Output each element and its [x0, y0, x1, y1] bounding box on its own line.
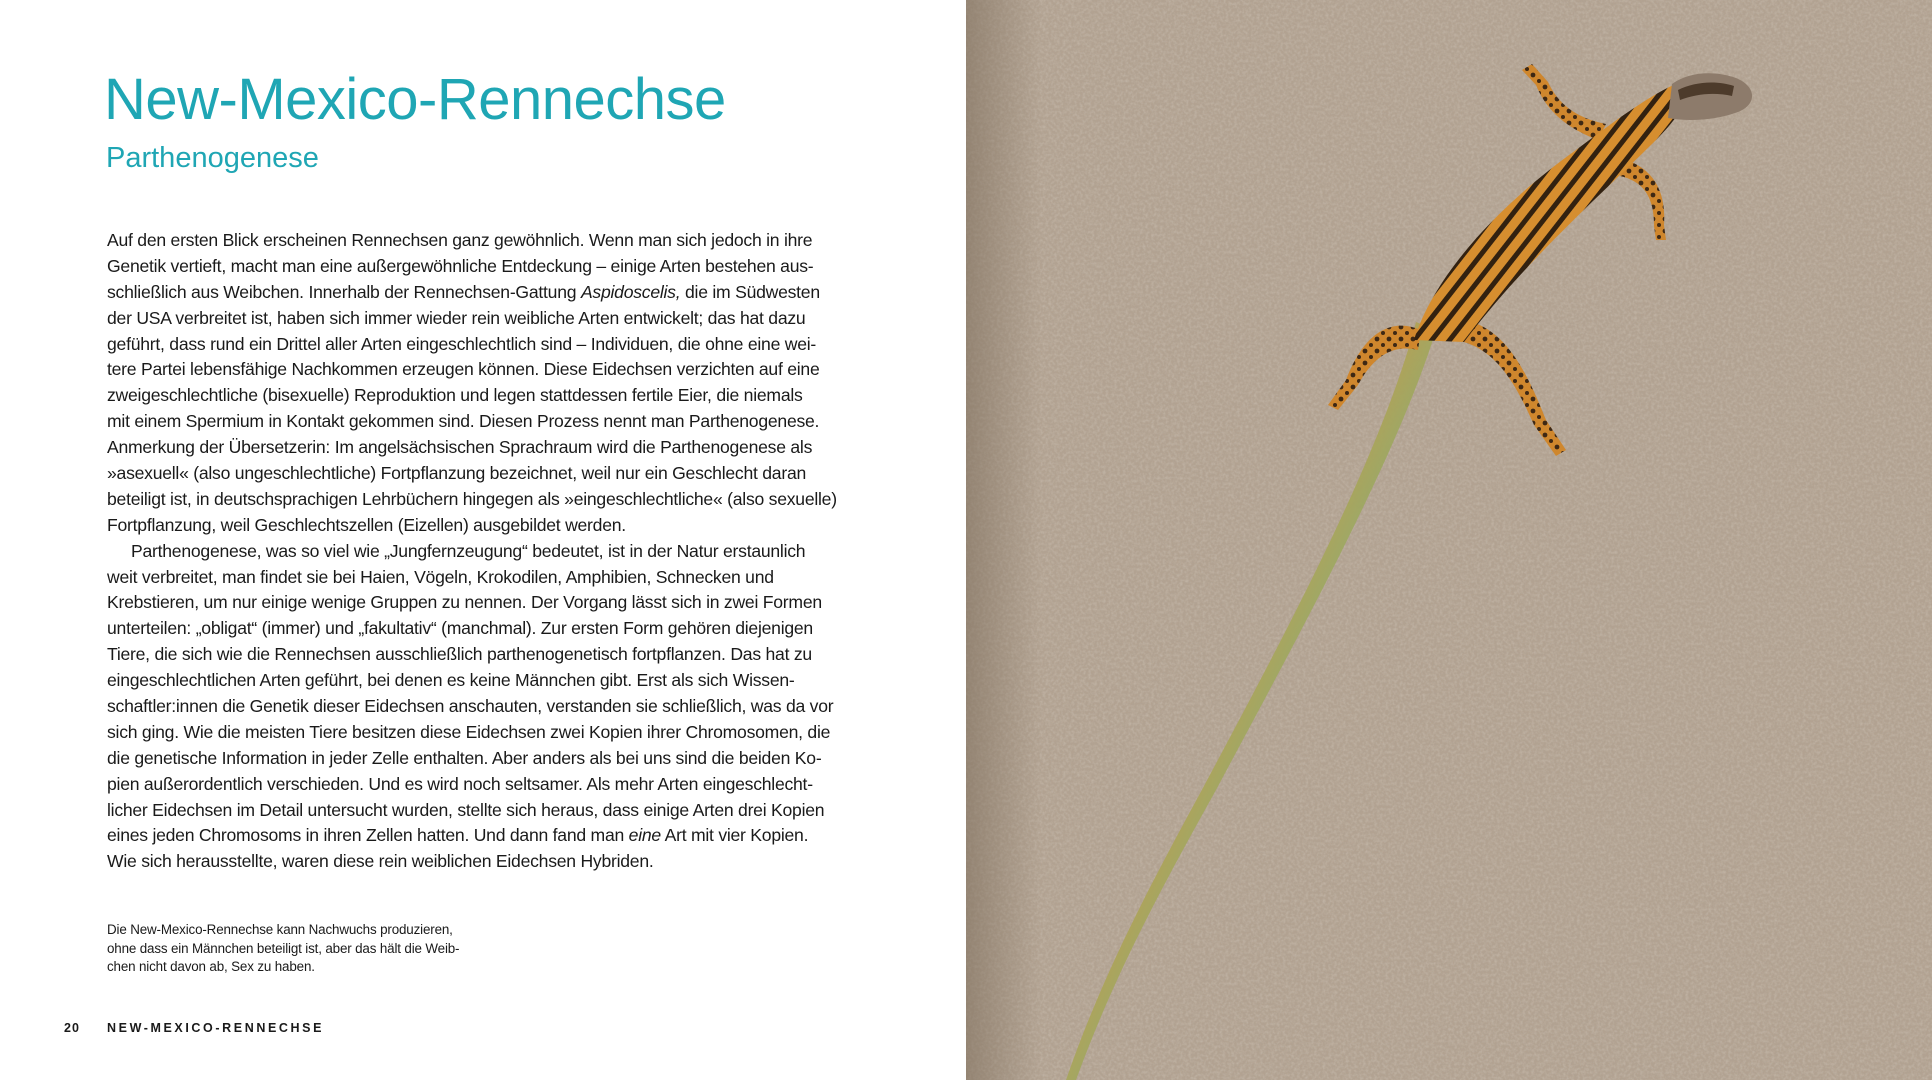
text-run: eingeschlechtlichen Arten geführt, bei denen es keine Männchen gibt. Erst als sich Wissen- [107, 670, 795, 691]
text-run: Fortpflanzung, weil Geschlechtszellen (Eizellen) ausgebildet werden. [107, 514, 626, 535]
italic-run: Aspidoscelis, [580, 281, 681, 302]
body-line [107, 823, 835, 849]
body-line [107, 383, 835, 409]
caption-line: chen nicht davon ab, Sex zu haben. [107, 959, 315, 974]
text-run: unterteilen: „obligat“ (immer) und „fakultativ“ (manchmal). Zur ersten Form gehören diejenigen [107, 618, 813, 639]
body-line [107, 409, 835, 435]
body-line [107, 487, 835, 513]
text-run: sich ging. Wie die meisten Tiere besitzen diese Eidechsen zwei Kopien ihrer Chromosomen, die [107, 721, 831, 742]
body-line [107, 798, 835, 824]
caption-line: Die New-Mexico-Rennechse kann Nachwuchs produzieren, [107, 922, 453, 937]
page-subtitle: Parthenogenese [106, 142, 319, 174]
text-run: tere Partei lebensfähige Nachkommen erzeugen können. Diese Eidechsen verzichten auf eine [107, 359, 820, 380]
text-run: mit einem Spermium in Kontakt gekommen sind. Diesen Prozess nennt man Parthenogenese. [107, 411, 820, 432]
body-line [107, 306, 835, 332]
text-run: »asexuell« (also ungeschlechtliche) Fortpflanzung bezeichnet, weil nur ein Geschlecht daran [107, 463, 807, 484]
body-line [107, 694, 835, 720]
photo-caption [107, 921, 527, 977]
text-run: schließlich aus Weibchen. Innerhalb der Rennechsen-Gattung [107, 281, 581, 302]
text-run: eines jeden Chromosoms in ihren Zellen hatten. Und dann fand man [107, 825, 629, 846]
body-line [107, 332, 835, 358]
text-run: licher Eidechsen im Detail untersucht wurden, stellte sich heraus, dass einige Arten drei Kopien [107, 799, 825, 820]
text-run: Krebstieren, um nur einige wenige Gruppen zu nennen. Der Vorgang lässt sich in zwei Formen [107, 592, 822, 613]
text-run: pien außerordentlich verschieden. Und es wird noch seltsamer. Als mehr Arten eingeschlecht- [107, 773, 813, 794]
body-line [107, 280, 835, 306]
text-run: Tiere, die sich wie die Rennechsen ausschließlich parthenogenetisch fortpflanzen. Das hat zu [107, 644, 812, 665]
text-run: beteiligt ist, in deutschsprachigen Lehrbüchern hingegen als »eingeschlechtliche« (also sexuelle) [107, 488, 837, 509]
page-number: 20 [64, 1021, 80, 1035]
body-line [107, 254, 835, 280]
body-line [107, 746, 835, 772]
body-line [107, 668, 835, 694]
text-run: weit verbreitet, man findet sie bei Haien, Vögeln, Krokodilen, Amphibien, Schnecken und [107, 566, 774, 587]
text-run: Auf den ersten Blick erscheinen Rennechsen ganz gewöhnlich. Wenn man sich jedoch in ihre [107, 230, 813, 250]
body-line [107, 616, 835, 642]
body-line [107, 772, 835, 798]
text-run: geführt, dass rund ein Drittel aller Arten eingeschlechtlich sind – Individuen, die ohne eine wei- [107, 333, 817, 354]
body-line [107, 720, 835, 746]
text-run: der USA verbreitet ist, haben sich immer wieder rein weibliche Arten entwickelt; das hat dazu [107, 307, 806, 328]
body-line [107, 357, 835, 383]
text-run: die im Südwesten [680, 281, 820, 302]
body-line [107, 228, 835, 254]
text-run: die genetische Information in jeder Zelle enthalten. Aber anders als bei uns sind die beiden Ko- [107, 747, 822, 768]
text-run: Wie sich herausstellte, waren diese rein weiblichen Eidechsen Hybriden. [107, 851, 654, 872]
body-line [107, 642, 835, 668]
body-line [107, 461, 835, 487]
lizard-photo [966, 0, 1932, 1080]
body-line [107, 513, 835, 539]
text-run: Anmerkung der Übersetzerin: Im angelsächsischen Sprachraum wird die Parthenogenese als [107, 437, 813, 458]
body-line [107, 849, 835, 875]
caption-line: ohne dass ein Männchen beteiligt ist, aber das hält die Weib- [107, 940, 460, 956]
body-line [107, 539, 835, 565]
body-line [107, 590, 835, 616]
body-line [107, 565, 835, 591]
text-run: Parthenogenese, was so viel wie „Jungfernzeugung“ bedeutet, ist in der Natur erstaunlich [131, 540, 806, 561]
page-title: New-Mexico-Rennechse [104, 67, 726, 132]
running-head: NEW-MEXICO-RENNECHSE [107, 1021, 325, 1035]
italic-run: eine [628, 825, 661, 846]
text-run: schaftler:innen die Genetik dieser Eidechsen anschauten, verstanden sie schließlich, was da vor [107, 696, 834, 717]
body-line [107, 435, 835, 461]
text-run: Genetik vertieft, macht man eine außergewöhnliche Entdeckung – einige Arten bestehen aus- [107, 255, 814, 276]
body-text [107, 228, 835, 875]
text-run: zweigeschlechtliche (bisexuelle) Reproduktion und legen stattdessen fertile Eier, die niemals [107, 385, 803, 406]
text-run: Art mit vier Kopien. [660, 825, 809, 846]
